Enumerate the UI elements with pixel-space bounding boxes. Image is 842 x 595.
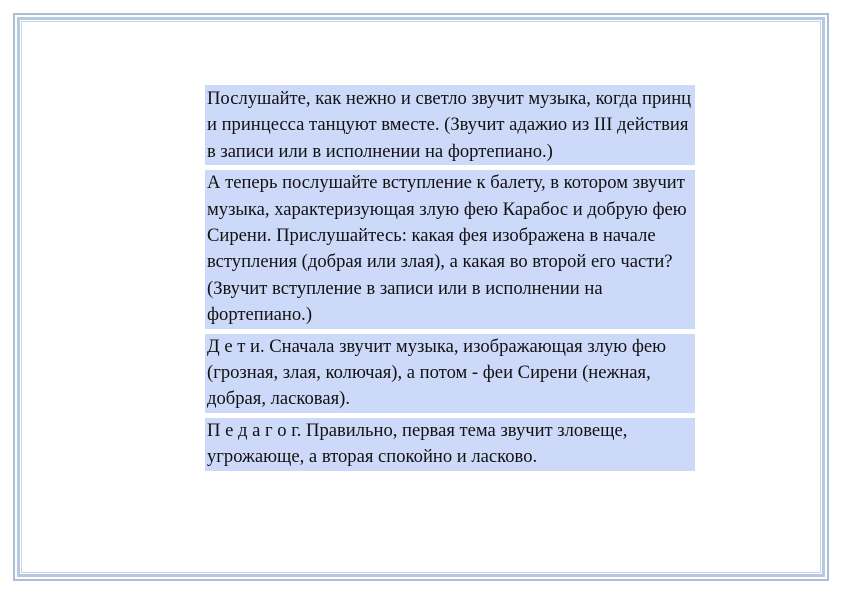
text-block [205, 85, 695, 471]
paragraph-4: П е д а г о г. Правильно, первая тема звучит зловеще, угрожающе, а вторая спокойно и ласково. [205, 418, 695, 471]
paragraph-2: А теперь послушайте вступление к балету, в котором звучит музыка, характеризующая злую фею Карабос и добрую фею Сирени. Прислушайтесь: какая фея изображена в начале вступления (добрая или злая), а какая во второй его части? (Звучит вступление в записи или в исполнении на фортепиано.) [205, 170, 695, 328]
paragraph-1: Послушайте, как нежно и светло звучит музыка, когда принц и принцесса танцуют вместе. (Звучит адажио из III действия в записи или в исполнении на фортепиано.) [205, 85, 695, 165]
paragraph-3: Д е т и. Сначала звучит музыка, изображающая злую фею (грозная, злая, колючая), а потом - феи Сирени (нежная, добрая, ласковая). [205, 334, 695, 413]
